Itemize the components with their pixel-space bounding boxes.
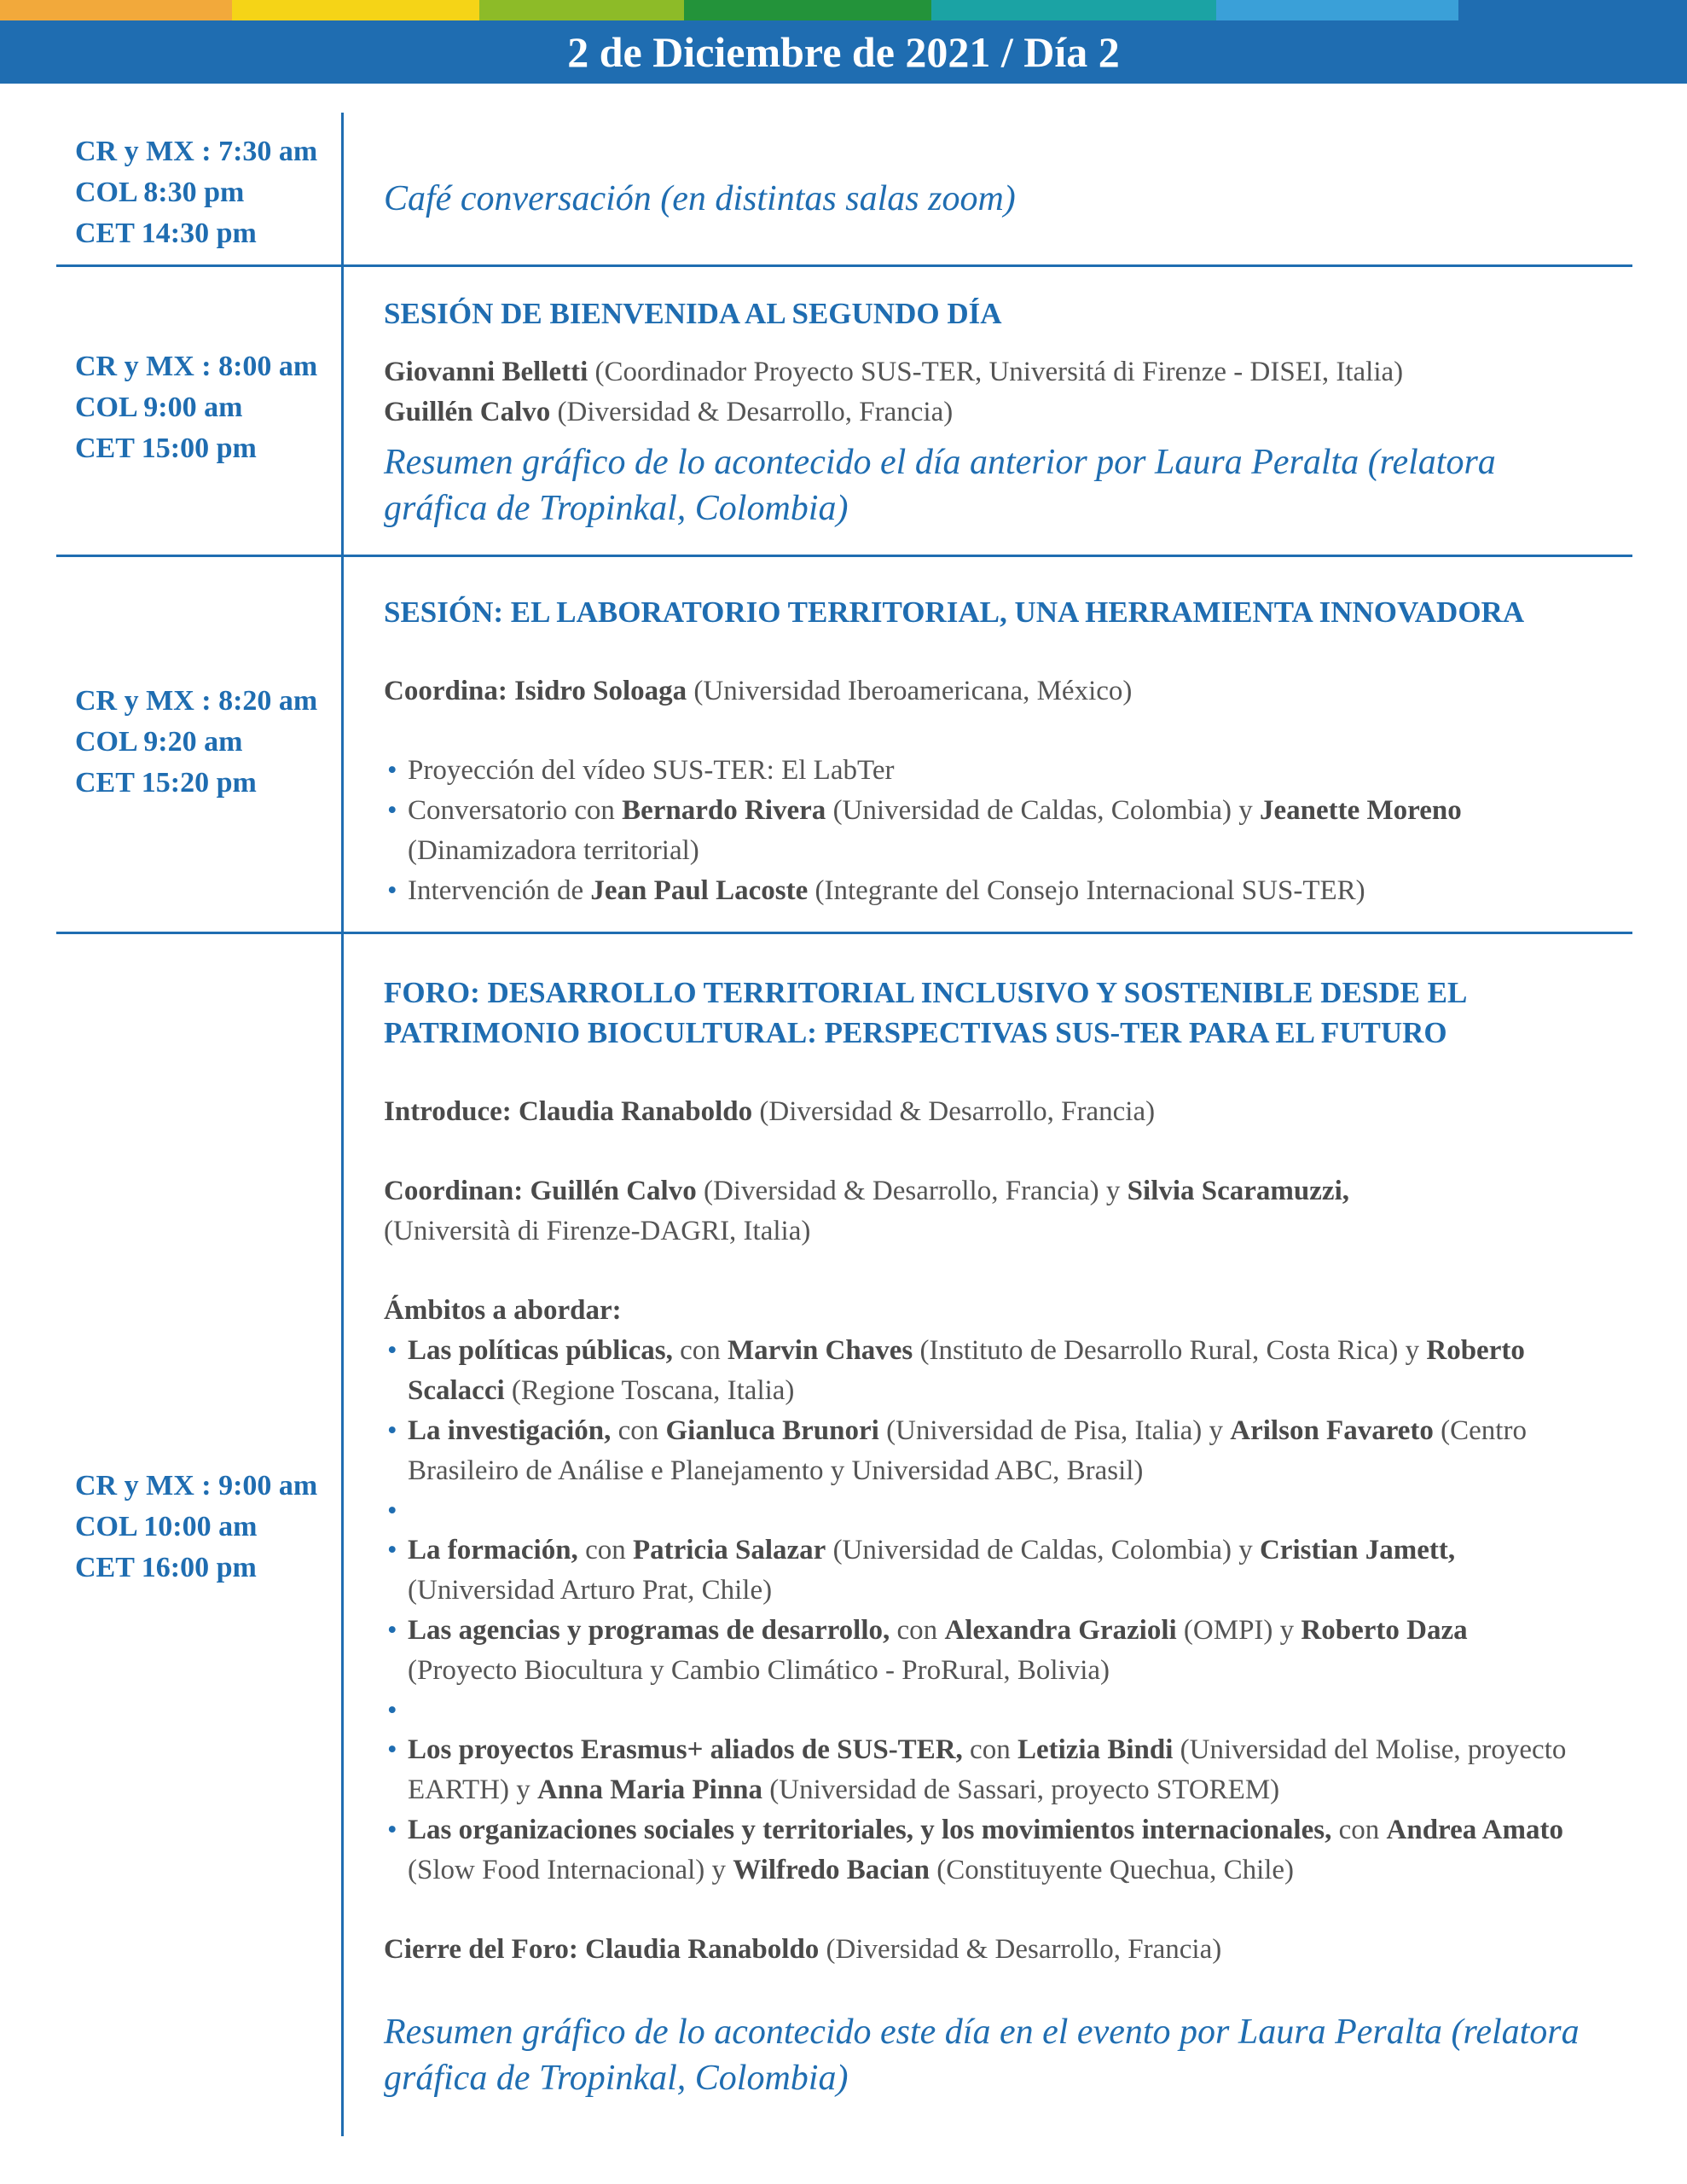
speaker-name: Guillén Calvo: [384, 397, 551, 427]
color-stripe: [0, 0, 1687, 20]
speaker-line: [384, 352, 1646, 392]
ambitos-list: [384, 1331, 1578, 1891]
coordinator-affiliation: (Universidad Iberoamericana, México): [687, 676, 1133, 706]
speaker-affiliation: (Coordinador Proyecto SUS-TER, Universitá di Firenze - DISEI, Italia): [588, 357, 1404, 387]
stripe-teal: [931, 0, 1216, 20]
time-cet: CET 16:00 pm: [75, 1552, 257, 1583]
row-divider-3: [56, 932, 1632, 934]
speaker-name: Giovanni Belletti: [384, 357, 588, 387]
row-4-time: [75, 1466, 331, 1589]
time-cet: CET 15:20 pm: [75, 767, 257, 799]
session-title: SESIÓN DE BIENVENIDA AL SEGUNDO DÍA: [384, 297, 1002, 330]
coordinators-affiliation: (Diversidad & Desarrollo, Francia) y: [696, 1176, 1128, 1206]
row-1-time: [75, 131, 331, 254]
time-col: COL 9:00 am: [75, 392, 243, 423]
speaker-line: [384, 392, 1646, 433]
list-item: • La formación, con Patricia Salazar (Universidad de Caldas, Colombia) y Cristian Jamett, (Universidad Arturo Prat, Chile): [384, 1531, 1578, 1611]
stripe-blue: [1458, 0, 1687, 20]
list-item: • Las organizaciones sociales y territoriales, y los movimientos internacionales, con Andrea Amato (Slow Food Internacional) y Wilfredo Bacian (Constituyente Quechua, Chile): [384, 1810, 1578, 1891]
session-items: [384, 751, 1646, 911]
row-3-content: [384, 592, 1646, 911]
list-item: • Intervención de Jean Paul Lacoste (Integrante del Consejo Internacional SUS-TER): [384, 871, 1646, 911]
time-cet: CET 15:00 pm: [75, 433, 257, 464]
row-2-content: [384, 293, 1646, 531]
list-item: • Los proyectos Erasmus+ aliados de SUS-TER, con Letizia Bindi (Universidad del Molise, proyecto EARTH) y Anna Maria Pinna (Universidad de Sassari, proyecto STOREM): [384, 1730, 1578, 1810]
list-spacer: [384, 1691, 1578, 1730]
forum-title: FORO: DESARROLLO TERRITORIAL INCLUSIVO Y SOSTENIBLE DESDE EL PATRIMONIO BIOCULTURAL: PERSPECTIVAS SUS-TER PARA EL FUTURO: [384, 976, 1466, 1049]
speaker-affiliation: (Diversidad & Desarrollo, Francia): [550, 397, 954, 427]
introducer-line: [384, 1092, 1646, 1132]
stripe-skyblue: [1216, 0, 1458, 20]
row-2-time: [75, 346, 331, 469]
list-item: • Proyección del vídeo SUS-TER: El LabTer: [384, 751, 1646, 791]
ambitos-label: Ámbitos a abordar:: [384, 1295, 622, 1326]
time-cr-mx: CR y MX : 8:20 am: [75, 685, 318, 717]
list-item: • Conversatorio con Bernardo Rivera (Universidad de Caldas, Colombia) y Jeanette Moreno (Dinamizadora territorial): [384, 791, 1516, 871]
row-divider-1: [56, 264, 1632, 267]
time-col: COL 10:00 am: [75, 1511, 258, 1542]
row-divider-2: [56, 555, 1632, 557]
stripe-yellow: [232, 0, 479, 20]
time-cr-mx: CR y MX : 7:30 am: [75, 136, 318, 167]
coordinators-label: Coordinan: Guillén Calvo: [384, 1176, 697, 1206]
time-cr-mx: CR y MX : 8:00 am: [75, 351, 318, 382]
list-spacer: [384, 1491, 1578, 1531]
column-divider: [341, 113, 344, 2136]
session-title: SESIÓN: EL LABORATORIO TERRITORIAL, UNA HERRAMIENTA INNOVADORA: [384, 595, 1525, 629]
introducer-label: Introduce: Claudia Ranaboldo: [384, 1096, 753, 1127]
coordinator-line: [384, 671, 1646, 712]
introducer-affiliation: (Diversidad & Desarrollo, Francia): [752, 1096, 1156, 1127]
closing-affiliation: (Diversidad & Desarrollo, Francia): [819, 1934, 1222, 1965]
cafe-title: Café conversación (en distintas salas zoom): [384, 179, 1016, 218]
coordinators-line: [384, 1171, 1646, 1211]
time-cr-mx: CR y MX : 9:00 am: [75, 1470, 318, 1502]
closing-label: Cierre del Foro: Claudia Ranaboldo: [384, 1934, 820, 1965]
stripe-green: [684, 0, 931, 20]
list-item: • Las políticas públicas, con Marvin Chaves (Instituto de Desarrollo Rural, Costa Rica) y Roberto Scalacci (Regione Toscana, Italia): [384, 1331, 1578, 1411]
row-1-content: [384, 176, 1646, 222]
graphic-summary: Resumen gráfico de lo acontecido el día anterior por Laura Peralta (relatora gráfica de Tropinkal, Colombia): [384, 443, 1496, 528]
page-title: 2 de Diciembre de 2021 / Día 2: [0, 20, 1687, 84]
time-col: COL 8:30 pm: [75, 177, 245, 208]
row-3-time: [75, 681, 331, 804]
coordinator-label: Coordina: Isidro Soloaga: [384, 676, 687, 706]
time-cet: CET 14:30 pm: [75, 218, 257, 249]
stripe-orange: [0, 0, 232, 20]
list-item: • Las agencias y programas de desarrollo, con Alexandra Grazioli (OMPI) y Roberto Daza (Proyecto Biocultura y Cambio Climático - ProRural, Bolivia): [384, 1611, 1578, 1691]
list-item: • La investigación, con Gianluca Brunori (Universidad de Pisa, Italia) y Arilson Favareto (Centro Brasileiro de Análise e Planejamento y Universidad ABC, Brasil): [384, 1411, 1578, 1491]
time-col: COL 9:20 am: [75, 726, 243, 758]
graphic-summary: Resumen gráfico de lo acontecido este día en el evento por Laura Peralta (relatora gráfica de Tropinkal, Colombia): [384, 2013, 1580, 2098]
stripe-lightgreen: [479, 0, 684, 20]
coordinator-affiliation-2: (Università di Firenze-DAGRI, Italia): [384, 1216, 811, 1246]
closing-line: [384, 1930, 1646, 1970]
coordinator-name: Silvia Scaramuzzi,: [1127, 1176, 1349, 1206]
row-4-content: [384, 973, 1646, 2101]
